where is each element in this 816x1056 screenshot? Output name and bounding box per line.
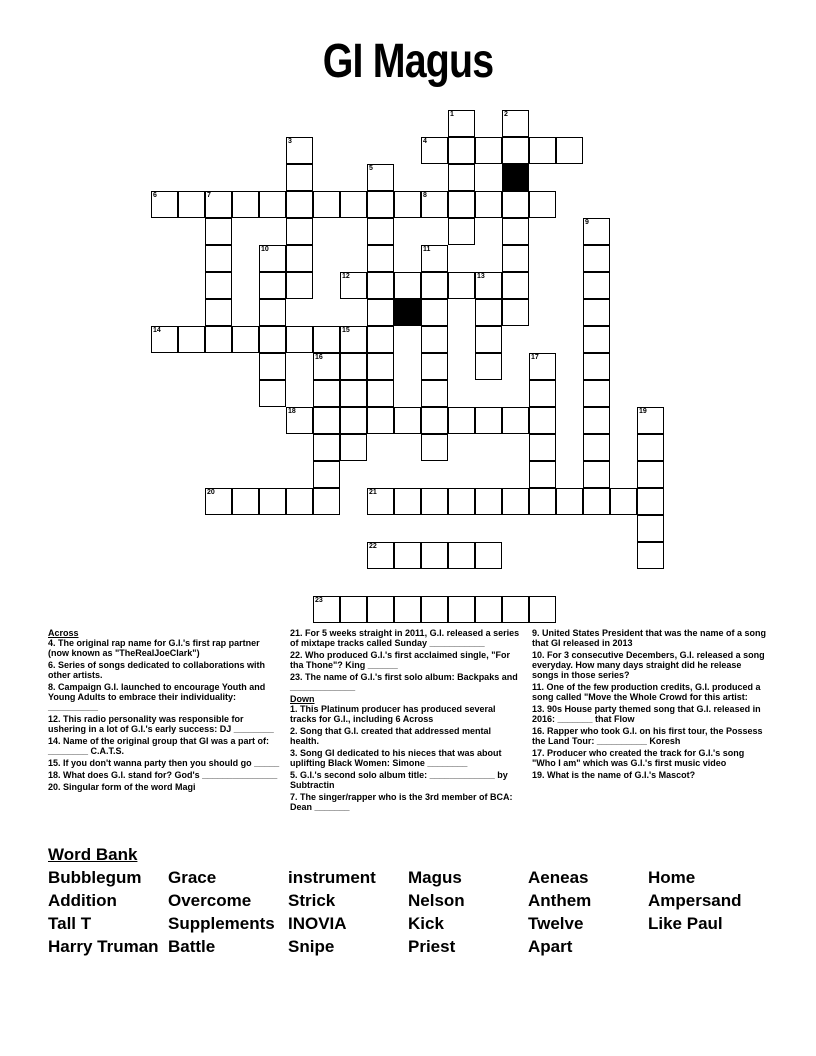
grid-cell[interactable] [286,164,313,191]
clue-text: 22. Who produced G.I.'s first acclaimed single, "For tha Thone"? King ______ [290,650,510,670]
grid-cell[interactable] [421,596,448,623]
clue-text: 1. This Platinum producer has produced several tracks for G.I., including 6 Across [290,704,496,724]
grid-cell[interactable] [583,461,610,488]
grid-cell[interactable] [286,245,313,272]
grid-cell[interactable] [286,191,313,218]
grid-cell[interactable] [340,434,367,461]
grid-cell[interactable] [637,488,664,515]
grid-cell[interactable] [232,488,259,515]
grid-cell[interactable] [475,407,502,434]
grid-cell[interactable] [529,353,556,380]
clue-text: 8. Campaign G.I. launched to encourage Youth and Young Adults to embrace their individuality: __________ [48,682,266,712]
grid-cell[interactable] [475,272,502,299]
word-bank-word: instrument [288,868,376,887]
word-bank-row [48,891,768,914]
grid-cell[interactable] [340,380,367,407]
grid-cell[interactable] [637,515,664,542]
grid-cell[interactable] [205,326,232,353]
clue-number: 9 [585,219,589,226]
word-bank-word: Strick [288,891,336,910]
grid-cell[interactable] [232,191,259,218]
grid-cell[interactable] [367,407,394,434]
grid-cell[interactable] [475,137,502,164]
grid-cell[interactable] [205,272,232,299]
clue-text: 2. Song that G.I. created that addressed mental health. [290,726,492,746]
puzzle-title: GI Magus [322,35,494,88]
grid-cell[interactable] [529,488,556,515]
clue-text: 20. Singular form of the word Magi [48,782,196,792]
grid-cell[interactable] [205,488,232,515]
grid-cell[interactable] [502,272,529,299]
grid-cell[interactable] [475,299,502,326]
clue-text: 13. 90s House party themed song that G.I. released in 2016: _______ that Flow [532,704,761,724]
word-bank-word: Aeneas [528,868,589,887]
clue-number: 4 [423,138,427,145]
grid-cell[interactable] [394,191,421,218]
grid-cell[interactable] [367,218,394,245]
clues-column-3 [532,628,768,782]
clue-number: 3 [288,138,292,145]
grid-cell[interactable] [583,245,610,272]
grid-cell[interactable] [556,488,583,515]
grid-cell[interactable] [340,326,367,353]
clue-text: 21. For 5 weeks straight in 2011, G.I. released a series of mixtape tracks called Sunday ___________ [290,628,520,648]
clue-number: 15 [342,327,350,334]
clue-number: 6 [153,192,157,199]
word-bank-word: Overcome [168,891,252,910]
grid-cell[interactable] [259,353,286,380]
grid-cell[interactable] [286,488,313,515]
grid-cell[interactable] [475,596,502,623]
word-bank-word: Kick [408,914,444,933]
grid-cell[interactable] [313,488,340,515]
clue-number: 22 [369,543,377,550]
grid-cell[interactable] [286,218,313,245]
grid-cell[interactable] [502,299,529,326]
grid-cell[interactable] [394,488,421,515]
grid-cell[interactable] [637,434,664,461]
grid-cell[interactable] [421,137,448,164]
across-heading: Across [48,628,79,638]
clue-number: 21 [369,489,377,496]
clue-text: 9. United States President that was the name of a song that GI released in 2013 [532,628,767,648]
grid-cell[interactable] [367,245,394,272]
grid-cell[interactable] [205,218,232,245]
grid-cell[interactable] [448,407,475,434]
grid-cell[interactable] [610,488,637,515]
grid-cell[interactable] [421,488,448,515]
grid-cell[interactable] [583,407,610,434]
grid-cell[interactable] [367,191,394,218]
grid-cell[interactable] [475,191,502,218]
grid-cell[interactable] [502,488,529,515]
clue-text: 7. The singer/rapper who is the 3rd member of BCA: Dean _______ [290,792,513,812]
clue-number: 5 [369,165,373,172]
word-bank-word: Like Paul [648,914,723,933]
word-bank-title: Word Bank [48,845,138,864]
word-bank [48,868,768,960]
grid-cell[interactable] [151,191,178,218]
clue-text: 17. Producer who created the track for G.I.'s song "Who I am" which was G.I.'s first music video [532,748,745,768]
grid-cell[interactable] [448,488,475,515]
clue-text: 14. Name of the original group that GI was a part of: ________ C.A.T.S. [48,736,270,756]
grid-cell[interactable] [313,353,340,380]
word-bank-word: Apart [528,937,573,956]
clue-number: 2 [504,111,508,118]
word-bank-word: Anthem [528,891,592,910]
grid-cell[interactable] [583,326,610,353]
grid-cell[interactable] [340,596,367,623]
clue-number: 12 [342,273,350,280]
grid-cell[interactable] [340,407,367,434]
clue-number: 13 [477,273,485,280]
grid-cell[interactable] [448,218,475,245]
grid-cell[interactable] [367,272,394,299]
word-bank-word: Harry Truman [48,937,159,956]
grid-block [502,164,529,191]
grid-cell[interactable] [502,137,529,164]
grid-cell[interactable] [178,191,205,218]
grid-cell[interactable] [151,326,178,353]
word-bank-word: Magus [408,868,462,887]
grid-cell[interactable] [448,596,475,623]
grid-cell[interactable] [367,596,394,623]
grid-cell[interactable] [475,326,502,353]
down-heading: Down [290,694,315,704]
grid-cell[interactable] [394,407,421,434]
grid-cell[interactable] [313,596,340,623]
grid-cell[interactable] [475,542,502,569]
grid-cell[interactable] [529,407,556,434]
grid-cell[interactable] [448,542,475,569]
grid-cell[interactable] [286,407,313,434]
grid-cell[interactable] [448,164,475,191]
clue-number: 8 [423,192,427,199]
grid-cell[interactable] [583,434,610,461]
grid-cell[interactable] [421,353,448,380]
grid-cell[interactable] [583,272,610,299]
grid-cell[interactable] [367,380,394,407]
grid-cell[interactable] [313,191,340,218]
grid-cell[interactable] [259,191,286,218]
word-bank-word: Grace [168,868,217,887]
grid-cell[interactable] [502,218,529,245]
grid-cell[interactable] [394,542,421,569]
grid-cell[interactable] [529,137,556,164]
clue-text: 23. The name of G.I.'s first solo album: Backpaks and _____________ [290,672,518,692]
grid-cell[interactable] [367,488,394,515]
word-bank-word: Tall T [48,914,92,933]
grid-cell[interactable] [421,191,448,218]
grid-cell[interactable] [448,110,475,137]
clue-number: 20 [207,489,215,496]
grid-cell[interactable] [529,191,556,218]
grid-cell[interactable] [367,353,394,380]
clue-text: 10. For 3 consecutive Decembers, G.I. released a song everyday. How many days straight did he release songs in those series? [532,650,765,680]
word-bank-word: Home [648,868,696,887]
grid-cell[interactable] [340,272,367,299]
grid-cell[interactable] [286,272,313,299]
word-bank-row [48,914,768,937]
word-bank-word: Bubblegum [48,868,142,887]
word-bank-row [48,868,768,891]
grid-cell[interactable] [421,299,448,326]
grid-cell[interactable] [529,434,556,461]
grid-block [394,299,421,326]
clue-text: 5. G.I.'s second solo album title: _____________ by Subtractin [290,770,508,790]
grid-cell[interactable] [421,407,448,434]
grid-cell[interactable] [421,434,448,461]
clue-number: 10 [261,246,269,253]
grid-cell[interactable] [448,191,475,218]
grid-cell[interactable] [637,461,664,488]
clue-number: 19 [639,408,647,415]
word-bank-word: Twelve [528,914,584,933]
grid-cell[interactable] [178,326,205,353]
grid-cell[interactable] [502,110,529,137]
grid-cell[interactable] [394,596,421,623]
grid-cell[interactable] [637,407,664,434]
grid-cell[interactable] [556,137,583,164]
clue-number: 11 [423,246,431,253]
grid-cell[interactable] [394,272,421,299]
clue-text: 18. What does G.I. stand for? God's _______________ [48,770,278,780]
clue-text: 19. What is the name of G.I.'s Mascot? [532,770,696,780]
grid-cell[interactable] [637,542,664,569]
grid-cell[interactable] [529,380,556,407]
grid-cell[interactable] [367,299,394,326]
clue-number: 18 [288,408,296,415]
word-bank-word: Nelson [408,891,465,910]
clue-number: 16 [315,354,323,361]
grid-cell[interactable] [502,245,529,272]
grid-cell[interactable] [313,380,340,407]
grid-cell[interactable] [448,137,475,164]
clue-number: 7 [207,192,211,199]
grid-cell[interactable] [583,353,610,380]
grid-cell[interactable] [502,191,529,218]
grid-cell[interactable] [421,245,448,272]
word-bank-word: Addition [48,891,117,910]
clue-number: 14 [153,327,161,334]
grid-cell[interactable] [340,353,367,380]
grid-cell[interactable] [259,326,286,353]
grid-cell[interactable] [475,488,502,515]
grid-cell[interactable] [583,299,610,326]
grid-cell[interactable] [259,380,286,407]
grid-cell[interactable] [205,191,232,218]
word-bank-word: Priest [408,937,456,956]
grid-cell[interactable] [286,326,313,353]
grid-cell[interactable] [421,380,448,407]
word-bank-word: Supplements [168,914,275,933]
grid-cell[interactable] [421,542,448,569]
grid-cell[interactable] [529,461,556,488]
grid-cell[interactable] [448,272,475,299]
grid-cell[interactable] [232,326,259,353]
grid-cell[interactable] [313,326,340,353]
grid-cell[interactable] [286,137,313,164]
grid-cell[interactable] [421,326,448,353]
grid-cell[interactable] [421,272,448,299]
grid-cell[interactable] [502,596,529,623]
grid-cell[interactable] [367,326,394,353]
grid-cell[interactable] [529,596,556,623]
grid-cell[interactable] [583,218,610,245]
grid-cell[interactable] [583,488,610,515]
word-bank-word: Battle [168,937,216,956]
grid-cell[interactable] [502,407,529,434]
clue-number: 17 [531,354,539,361]
grid-cell[interactable] [259,299,286,326]
grid-cell[interactable] [340,191,367,218]
clue-text: 16. Rapper who took G.I. on his first tour, the Possess the Land Tour: __________ Koresh [532,726,763,746]
grid-cell[interactable] [475,353,502,380]
grid-cell[interactable] [367,542,394,569]
clue-text: 15. If you don't wanna party then you should go _____ [48,758,280,768]
clue-text: 11. One of the few production credits, G.I. produced a song called "Move the Whole Crowd for this artist: [532,682,761,702]
grid-cell[interactable] [313,434,340,461]
grid-cell[interactable] [259,488,286,515]
clues-column-2 [290,628,522,814]
grid-cell[interactable] [313,461,340,488]
grid-cell[interactable] [583,380,610,407]
grid-cell[interactable] [205,245,232,272]
clue-number: 23 [315,597,323,604]
grid-cell[interactable] [367,164,394,191]
word-bank-word: INOVIA [288,914,347,933]
clue-text: 6. Series of songs dedicated to collaborations with other artists. [48,660,266,680]
clues-column-1 [48,628,280,794]
word-bank-row [48,937,768,960]
grid-cell[interactable] [259,245,286,272]
clue-text: 12. This radio personality was responsible for ushering in a lot of G.I.'s early success: DJ ________ [48,714,274,734]
clue-number: 1 [450,111,454,118]
grid-cell[interactable] [259,272,286,299]
word-bank-word: Ampersand [648,891,742,910]
word-bank-word: Snipe [288,937,335,956]
grid-cell[interactable] [205,299,232,326]
clue-text: 3. Song GI dedicated to his nieces that was about uplifting Black Women: Simone ________ [290,748,502,768]
grid-cell[interactable] [313,407,340,434]
clue-text: 4. The original rap name for G.I.'s first rap partner (now known as "TheRealJoeClark") [48,638,260,658]
